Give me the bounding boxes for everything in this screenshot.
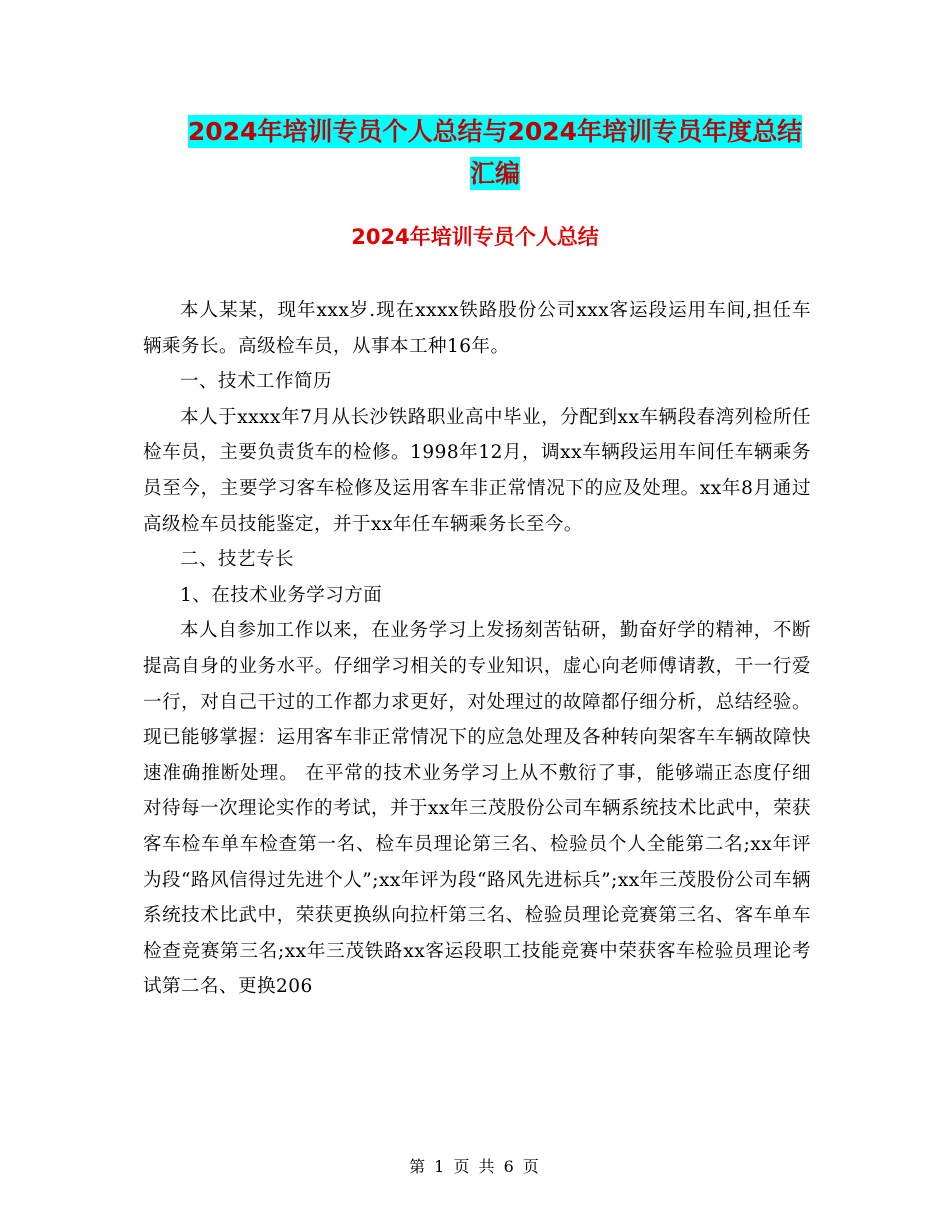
document-body xyxy=(143,293,811,1005)
title-line-2: 汇编 xyxy=(469,159,520,188)
title-line-1: 2024年培训专员个人总结与2024年培训专员年度总结 xyxy=(187,117,803,146)
subsection-heading: 1、在技术业务学习方面 xyxy=(180,584,383,606)
paragraph: 本人于xxxx年7月从长沙铁路职业高中毕业，分配到xx车辆段春湾列检所任检车员，主要负责货车的检修。1998年12月，调xx车辆段运用车间任车辆乘务员至今，主要学习客车检修及运用客车非正常情况下的应及处理。xx年8月通过高级检车员技能鉴定，并于xx年任车辆乘务长至今。 xyxy=(143,406,811,535)
paragraph: 本人某某，现年xxx岁.现在xxxx铁路股份公司xxx客运段运用车间,担任车辆乘务长。高级检车员，从事本工种16年。 xyxy=(143,300,811,357)
section-heading: 二、技艺专长 xyxy=(180,549,295,571)
document-title xyxy=(140,111,850,195)
paragraph: 本人自参加工作以来，在业务学习上发扬刻苦钻研，勤奋好学的精神，不断提高自身的业务水平。仔细学习相关的专业知识，虚心向老师傅请教，干一行爱一行，对自己干过的工作都力求更好，对处理过的故障都仔细分析，总结经验。现已能够掌握：运用客车非正常情况下的应急处理及各种转向架客车车辆故障快速准确推断处理。 在平常的技术业务学习上从不敷衍了事，能够端正态度仔细对待每一次理论实作的考试，并于xx年三茂股份公司车辆系统技术比武中，荣获客车检车单车检查第一名、检车员理论第三名、检验员个人全能第二名;xx年评为段“路风信得过先进个人”;xx年评为段“路风先进标兵”;xx年三茂股份公司车辆系统技术比武中，荣获更换纵向拉杆第三名、检验员理论竞赛第三名、客车单车检查竞赛第三名;xx年三茂铁路xx客运段职工技能竞赛中荣获客车检验员理论考试第二名、更换206 xyxy=(143,620,811,998)
section-heading: 一、技术工作简历 xyxy=(180,371,333,393)
page-number-footer: 第 1 页 共 6 页 xyxy=(409,1157,541,1176)
section-title: 2024年培训专员个人总结 xyxy=(351,225,599,249)
